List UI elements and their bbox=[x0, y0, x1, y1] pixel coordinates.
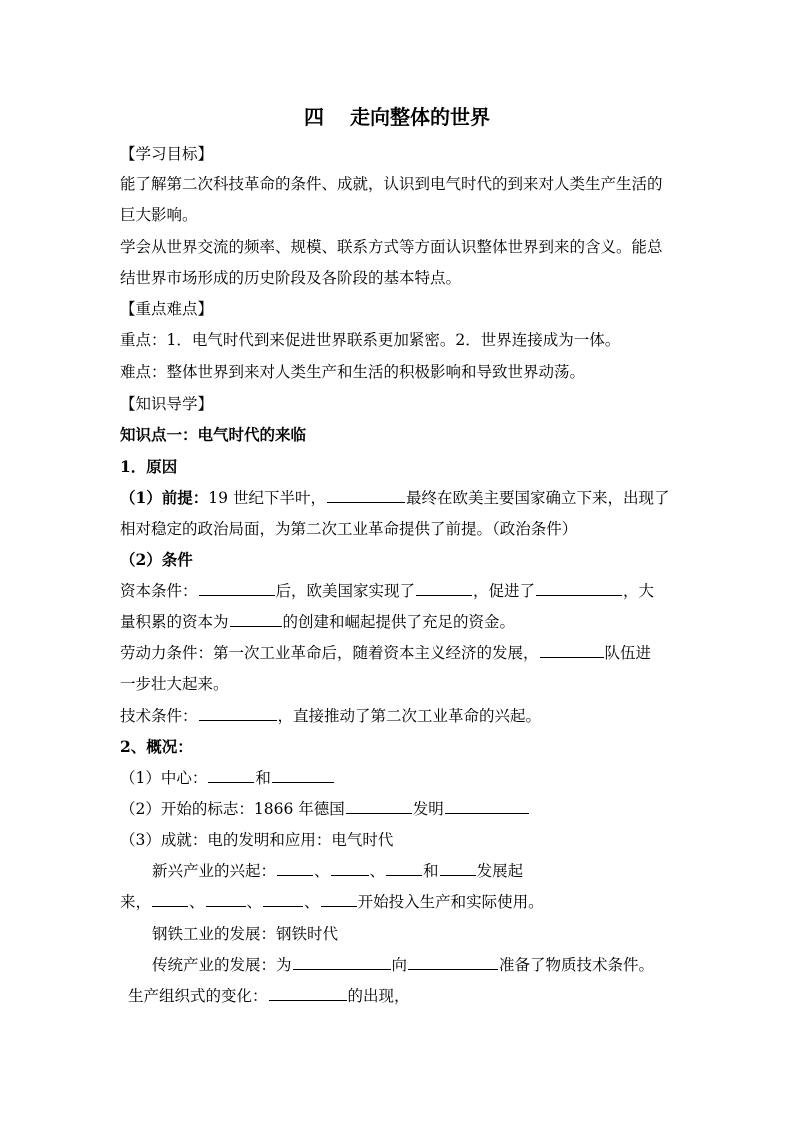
difficult-point-text: 难点：整体世界到来对人类生产和生活的积极影响和导致世界动荡。 bbox=[120, 363, 586, 381]
fill-blank[interactable] bbox=[206, 891, 246, 907]
fill-blank[interactable] bbox=[269, 985, 347, 1001]
fill-blank[interactable] bbox=[416, 580, 472, 596]
fill-blank[interactable] bbox=[536, 580, 622, 596]
fill-blank[interactable] bbox=[408, 954, 498, 970]
fill-blank[interactable] bbox=[199, 580, 275, 596]
fill-blank[interactable] bbox=[293, 954, 391, 970]
fill-blank[interactable] bbox=[272, 767, 334, 783]
premise-label: （1）前提： bbox=[120, 488, 209, 507]
goal-paragraph-1a: 能了解第二次科技革命的条件、成就，认识到电气时代的到来对人类生产生活的 bbox=[120, 175, 663, 193]
goal-paragraph-2b: 结世界市场形成的历史阶段及各阶段的基本特点。 bbox=[120, 269, 462, 287]
learning-goals-heading: 【学习目标】 bbox=[120, 145, 214, 163]
fill-blank[interactable] bbox=[346, 798, 412, 814]
fill-blank[interactable] bbox=[445, 798, 529, 814]
center-line: （1）中心： 和 bbox=[120, 767, 680, 789]
labor-condition-line-2: 一步壮大起来。 bbox=[120, 675, 229, 693]
overview-heading: 2、概况： bbox=[120, 737, 193, 756]
key-point-text: 重点：1．电气时代到来促进世界联系更加紧密。2．世界连接成为一体。 bbox=[120, 331, 621, 349]
page-title bbox=[0, 103, 794, 131]
start-sign-line: （2）开始的标志：1866 年德国 发明 bbox=[120, 798, 680, 820]
fill-blank[interactable] bbox=[540, 642, 604, 658]
steel-industry-line: 钢铁工业的发展：钢铁时代 bbox=[152, 925, 339, 943]
conditions-heading: （2）条件 bbox=[120, 550, 193, 569]
title-text: 走向整体的世界 bbox=[350, 105, 490, 129]
goal-paragraph-2a: 学会从世界交流的频率、规模、联系方式等方面认识整体世界到来的含义。能总 bbox=[120, 238, 663, 256]
knowledge-point-1-title: 知识点一：电气时代的来临 bbox=[120, 425, 307, 444]
fill-blank[interactable] bbox=[440, 860, 476, 876]
premise-line: （1）前提：19 世纪下半叶， 最终在欧美主要国家确立下来，出现了 bbox=[120, 488, 670, 507]
fill-blank[interactable] bbox=[230, 611, 282, 627]
cause-heading: 1．原因 bbox=[120, 457, 178, 476]
knowledge-guide-heading: 【知识导学】 bbox=[120, 395, 214, 413]
capital-condition-line: 资本条件： 后，欧美国家实现了 ，促进了 ，大 bbox=[120, 582, 655, 600]
premise-line-2: 相对稳定的政治局面，为第二次工业革命提供了前提。（政治条件） bbox=[120, 520, 578, 538]
fill-blank[interactable] bbox=[208, 767, 254, 783]
fill-blank[interactable] bbox=[277, 860, 313, 876]
tech-condition-line: 技术条件： ，直接推动了第二次工业革命的兴起。 bbox=[120, 707, 542, 725]
key-points-heading: 【重点难点】 bbox=[120, 300, 214, 318]
goal-paragraph-1b: 巨大影响。 bbox=[120, 206, 198, 224]
new-industry-line: 新兴产业的兴起： 、 、 和 发展起 bbox=[152, 862, 524, 880]
fill-blank[interactable] bbox=[386, 860, 422, 876]
fill-blank[interactable] bbox=[199, 705, 277, 721]
capital-condition-line-2: 量积累的资本为 的创建和崛起提供了充足的资金。 bbox=[120, 613, 516, 631]
fill-blank[interactable] bbox=[321, 891, 357, 907]
labor-condition-line: 劳动力条件：第一次工业革命后，随着资本主义经济的发展， 队伍进 bbox=[120, 644, 652, 662]
achievement-line: （3）成就：电的发明和应用：电气时代 bbox=[120, 831, 394, 849]
traditional-industry-line: 传统产业的发展：为 向 准备了物质技术条件。 bbox=[152, 956, 655, 974]
production-organization-line: 生产组织式的变化： 的出现， bbox=[128, 987, 410, 1005]
new-industry-line-2: 来， 、 、 、 开始投入生产和实际使用。 bbox=[120, 893, 544, 911]
fill-blank[interactable] bbox=[152, 891, 188, 907]
fill-blank[interactable] bbox=[331, 860, 369, 876]
fill-blank[interactable] bbox=[263, 891, 303, 907]
fill-blank[interactable] bbox=[327, 487, 405, 503]
title-number: 四 bbox=[304, 105, 324, 129]
